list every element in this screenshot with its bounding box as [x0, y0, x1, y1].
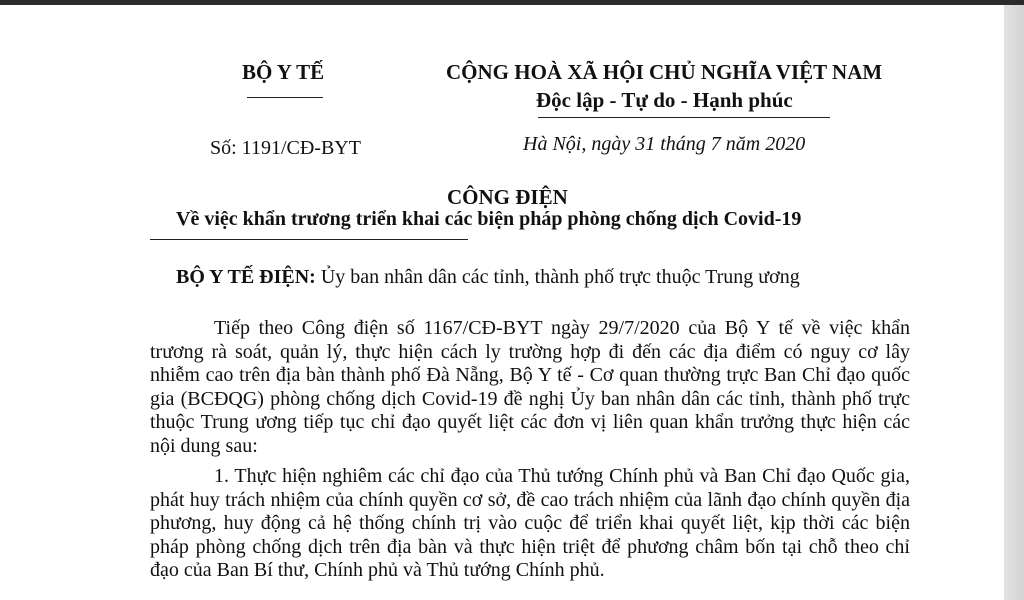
document-subject: Về việc khẩn trương triển khai các biện pháp phòng chống dịch Covid-19: [176, 208, 802, 230]
page-edge-shadow: [1004, 5, 1024, 600]
body-paragraph-2: 1. Thực hiện nghiêm các chỉ đạo của Thủ tướng Chính phủ và Ban Chỉ đạo Quốc gia, phát huy trách nhiệm của chính quyền cơ sở, đề cao trách nhiệm của lãnh đạo chính quyền địa phương, huy động cả hệ thống chính trị vào cuộc để triển khai quyết liệt, kịp thời các biện pháp phòng chống dịch trên địa bàn và thực hiện triệt để phương châm bốn tại chỗ theo chỉ đạo của Ban Bí thư, Chính phủ và Thủ tướng Chính phủ.: [150, 465, 910, 581]
motto-underline: [538, 117, 830, 118]
national-motto: Độc lập - Tự do - Hạnh phúc: [536, 88, 793, 112]
recipient-text: Ủy ban nhân dân các tỉnh, thành phố trực thuộc Trung ương: [315, 266, 800, 288]
national-title: CỘNG HOÀ XÃ HỘI CHỦ NGHĨA VIỆT NAM: [446, 60, 883, 84]
recipient-line: [176, 266, 800, 289]
issuer-name: BỘ Y TẾ: [242, 60, 325, 84]
recipient-label: BỘ Y TẾ ĐIỆN:: [176, 266, 316, 288]
body-paragraph-1: Tiếp theo Công điện số 1167/CĐ-BYT ngày 29/7/2020 của Bộ Y tế về việc khẩn trương rà soát, quản lý, thực hiện cách ly trường hợp đi đến các địa điểm có nguy cơ lây nhiễm cao trên địa bàn thành phố Đà Nẵng, Bộ Y tế - Cơ quan thường trực Ban Chỉ đạo quốc gia (BCĐQG) phòng chống dịch Covid-19 đề nghị Ủy ban nhân dân các tỉnh, thành phố trực thuộc Trung ương tiếp tục chỉ đạo quyết liệt các đơn vị liên quan khẩn trưởng thực hiện các nội dung sau:: [150, 317, 910, 457]
document-type-title: CÔNG ĐIỆN: [447, 185, 568, 209]
place-and-date: Hà Nội, ngày 31 tháng 7 năm 2020: [523, 133, 806, 155]
document-number: Số: 1191/CĐ-BYT: [210, 137, 361, 159]
document-page: [0, 5, 1004, 600]
issuer-underline: [247, 97, 323, 98]
subject-underline: [150, 239, 468, 240]
